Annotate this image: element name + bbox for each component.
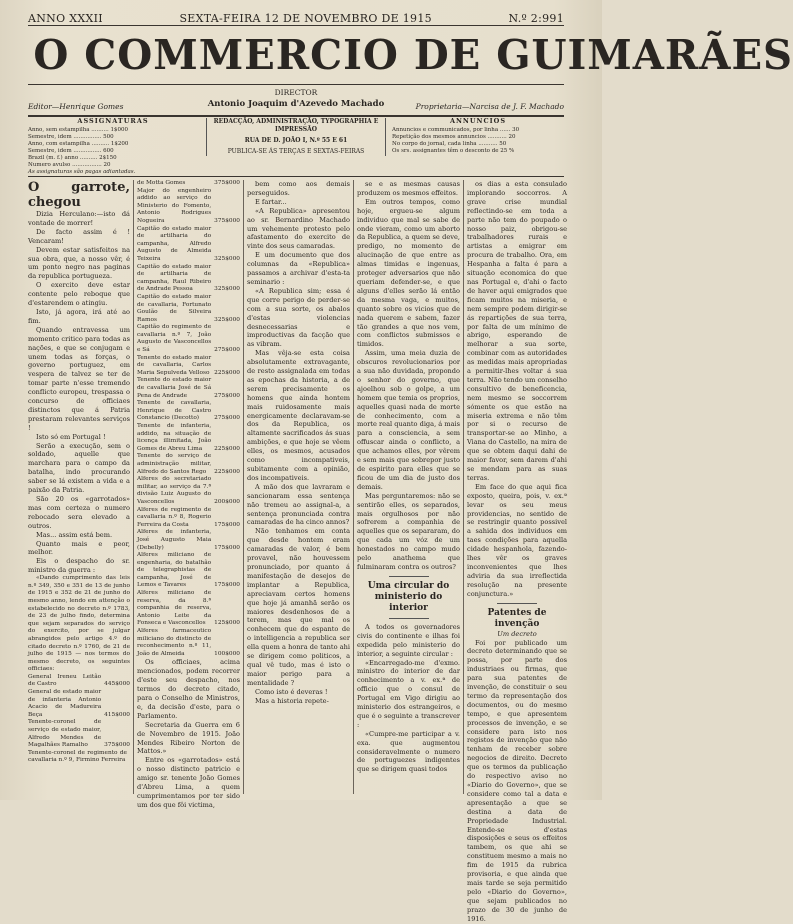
paragraph: E um documento que dos columnas da «Republica» passamos a archivar d'esta-ta seminario : [247, 251, 350, 286]
price-line: Anno, sem estampilha .......... 1$000 [28, 127, 129, 133]
director-name: Antonio Joaquim d'Azevedo Machado [207, 99, 385, 109]
paragraph: os dias a esta consulado implorando soccorros. A grave crise mundial reflectindo-se em toda a parte não tem do poupado o nosso paiz, obrigou-se trabalhadores rurais e artistas a emigrar em procura de trabalho. Ora, em Hespanha a falta é para a situação economica do que nas Portugal e, d'ahi o facto de haver aqui emigrados que ficam muitos na miseria, e nem sempre podem dirigir-se ás repartições de sua terra, por falta de um mínimo de abrigo, esperando de melhorar a sua sorte, combinar com as autoridades as medidas mais apropriadas a permitir-lhes voltar á sua terra. Não tendo um conselho consultivo de beneficencia, nem mesmo se soccorrem sómente os que estão na miseria extrema e não têm por si o recurso de transportar-se ao Minho, a Viana do Castello, na mira de que se obtem daqui dahi de maior favor, sem darem d'ahi se mendam para as suas terras. [467, 180, 567, 482]
article-body [467, 180, 567, 599]
paragraph: «A Republica sim; essa é que corre perigo de perder-se com a sua sorte, os abalos d'estas violencias desnecessarias e improductivas da facção que as vibram. [247, 286, 350, 349]
top-strip [28, 10, 564, 26]
paragraph: Como isto é deveras ! [255, 687, 328, 696]
separator-rule [389, 576, 429, 577]
ad-price-line: No corpo do jornal, cada linha ........... 50 [392, 141, 507, 147]
paragraph: Mas... assim está bem. [36, 530, 113, 539]
ad-price-line: Os srs. assignantes têm o desconto de 25 % [392, 148, 515, 154]
pay-value: 125$000 [214, 620, 240, 627]
paragraph: E fartar... [255, 197, 287, 206]
paragraph: se e as mesmas causas produzem os mesmos effeitos. [357, 180, 460, 197]
officer-name: Tenente do estado maior de cavallaria, Carlos Maria Sepulveda Velloso [137, 354, 212, 376]
officer-name: Capitão do estado maior de cavallaria, Fortunato Goulão de Silveira Ramos [137, 293, 212, 323]
paragraph: Foi por publicado um decreto determinando que se possa, por parte dos industriaes ou firmas, que para sua patentes de invenção, de constituir o seu termo da representação dos documentos, ou do mesmo tempo, e que apresentem processos de invenção, e se considere para isto nos registos de invenção que não tenham de receber sobre negocios de direito. Decreto que os termos da publicação do respectivo aviso no «Diario do Governo», que se considere como tal a data e apresentação a que se destina a data de Propriedade Industrial. Entende-se d'estas disposições e seus os effeitos tambem, os que ahi se constituem mesmo a mais no fim de 1915 da rubrica provisoria, e que ainda que mais tarde se seja permitido pelo «Diario do Governo», que sejam publicados no prazo de 30 de junho de 1916. [467, 638, 567, 923]
issue-number: N.º 2:991 [508, 11, 564, 25]
subscriptions-box [28, 118, 198, 176]
paragraph: Em face do que aqui fica exposto, queira, pois, v. ex.ª levar os seu meus providencias, no sentido de se restringir quanto possivel a sahida dos individuos em taes condições para aquella cidade hespanhola, fazendo-lhes vêr os graves inconvenientes que lhes adviria da sua irreflectida resolução na presente conjunctura.» [467, 482, 567, 598]
officer-name: Tenente-coronel de serviço de estado maior, Alfredo Mendes de Magalhães Ramalho [28, 719, 102, 749]
pay-row [137, 294, 240, 324]
pay-value: 275$000 [214, 392, 240, 399]
pay-value: 375$000 [104, 742, 130, 749]
subscriptions-note: As assignaturas são pagas adiantadas. [28, 169, 136, 175]
masthead-title: O COMMERCIO DE GUIMARÃES [33, 31, 793, 79]
pay-row [137, 355, 240, 378]
pay-value: 175$000 [214, 521, 240, 528]
price-line: Anno, com estampilha .......... 1$200 [28, 141, 129, 147]
ads-title: ANNUNCIOS [449, 117, 507, 125]
subheader [28, 84, 564, 114]
article-body [357, 180, 460, 572]
paragraph: «A Republica» apresentou ao sr. Bernardino Machado um vehemente protesto pelo afastamento do exercito de vinte dos seus camaradas. [247, 206, 350, 251]
pay-row [28, 719, 130, 749]
administration-label: REDACÇÃO, ADMINISTRAÇÃO, TYPOGRAPHIA E IMPRESSÃO [213, 118, 379, 133]
officer-name: Alferes de infanteria, José Augusto Maia (Debelly) [137, 529, 212, 551]
column-rule [133, 180, 134, 794]
officer-name: Major do engenheiro addido ao serviço do Ministerio do Fomento, Antonio Rodrigues Nogueira [137, 187, 212, 224]
paragraph: A mão dos que lavraram e sancionaram essa sentença não tremeu ao assignal-a, a sentença pronunciada contra camaradas de ha cinco annos? [247, 482, 350, 527]
ad-price-line: Annuncios e communicados, por linha ...... 30 [392, 127, 520, 133]
volume-label: ANNO XXXII [28, 11, 103, 25]
article-body [28, 210, 130, 575]
pay-value: 325$000 [214, 316, 240, 323]
editor-label: Editor—Henrique Gomes [28, 102, 124, 111]
price-line: Semestre, idem ................ 500 [28, 134, 114, 140]
pay-row [137, 476, 240, 506]
officer-name: General Ireneu Leitão de Castro [28, 673, 102, 688]
paragraph: «Encarregado-me d'exmo. ministro do interior de dar conhecimento a v. ex.ª de officio que o consul de Portugal em Vigo dirigiu ao ministerio dos estrangeiros, e que é o seguinte a transcrever : [357, 658, 460, 729]
pay-row [137, 453, 240, 476]
paragraph: Isto só em Portugal ! [36, 432, 106, 441]
article-headline: O garrote, chegou [28, 180, 130, 210]
pay-list [28, 674, 130, 765]
pay-value: 375$000 [214, 217, 240, 224]
paragraph: Quanto mais e peor, melhor. [28, 539, 130, 557]
paragraph: Assim, uma meia duzia de obscuros revolucionarios por a sua não duvidada, propondo o senhor do governo, que ajoelhou sob o golpe, a um homem que temia os proprios, aquelles quasi nada de morte de conhecimento, com a morte real quanto diga, á mais para a consciencia, a sem offuscar ainda o conflicto, a que achamos elles, por vêrem e sem mais que sobrepor justo de espirito para elles que se ficou de um dia de justo dos demais. [357, 349, 460, 491]
price-line: Numero avulso ................. 20 [28, 162, 111, 168]
patents-body [467, 639, 567, 924]
ad-price-line: Repetição dos mesmos annuncios ........... 20 [392, 134, 516, 140]
pay-row [137, 400, 240, 423]
paragraph: Mas perguntaremos: não se sentirão elles, os separados, mais orgulhosos por não sofrerem a companhia de aquelles que os separaram, do que cada um vóz de um honestados no campo mudo pelo anathema que fulminaram contra os outros? [357, 491, 460, 571]
patents-subheadline: Um decreto [497, 629, 537, 638]
pay-value: 275$000 [214, 347, 240, 354]
pay-row [137, 226, 240, 264]
column-rule [353, 180, 354, 794]
pay-value: 225$000 [214, 468, 240, 475]
paragraph: «Cumpre-me participar a v. exa. que augmentou consideravelmente o numero de portuguezes indigentes que se dirigem quasi todos [357, 729, 460, 774]
paragraph: Quando entravessa um momento critico para todas as nações, e que se conjugam e unem todas as forças, o governo portuguez, em vespera de talvez se ter de tomar parte n'esse tremendo conflicto europeu, trespassa o concurso de officiaes distinctos que á Patria prestaram relevantes serviços ! [28, 325, 130, 432]
pay-value: 225$000 [214, 445, 240, 452]
price-line: Semestre, idem ................ 600 [28, 148, 114, 154]
issue-date: SEXTA-FEIRA 12 DE NOVEMBRO DE 1915 [179, 11, 432, 25]
column-4 [357, 180, 460, 794]
paragraph: Dizia Herculano:—isto dá vontade de morrer! [28, 210, 130, 227]
pay-row [28, 674, 130, 689]
ads-box [392, 118, 564, 155]
pay-row [28, 750, 130, 765]
officer-name: Capitão do regimento de cavallaria n.º 7, João Augusto de Vasconcellos e Sá [137, 324, 212, 354]
officer-name: Tenente do estado maior de cavallaria José de Sá Pena de Andrade [137, 377, 212, 399]
pay-row [137, 590, 240, 628]
officer-name: Alferes farmaceutico miliciano do distincto de reconhecimento n.º 11, João de Almeida [137, 628, 212, 657]
pay-value: 325$000 [214, 255, 240, 262]
column-rule [243, 180, 244, 794]
pay-row [137, 552, 240, 590]
decree-tail [137, 658, 240, 809]
pay-row [137, 188, 240, 226]
pay-value: 275$000 [214, 415, 240, 422]
paragraph: Não tenhamos em conta que desde hontem eram camaradas de valor, é bem provavel, não houvessem pronunciado, por quanto á manifestação de desejos de implantar a Republica, apreciavam certos homens que hoje já amanhã serão os maiores desdenhosos de a terem, mas que mal os conhecem que do espanto de o intelligencia a republica ser ella quem a honra de tanto ahi se dirigem como politicos, a qual vê tudo, mas é isto o maior perigo para a mentalidade ? [247, 527, 350, 687]
pay-value: 200$000 [214, 498, 240, 505]
subscriptions-title: ASSIGNATURAS [77, 117, 149, 125]
pay-row [28, 689, 130, 719]
pay-value: 100$000 [214, 650, 240, 657]
paragraph: O exercito deve estar contente pelo reboque que d'estarendem o atingiu. [28, 281, 130, 308]
pay-value: 175$000 [214, 582, 240, 589]
circular-body [357, 623, 460, 774]
article-body [247, 180, 350, 705]
pay-value: 375$000 [214, 180, 240, 186]
paragraph: Devem estar satisfeitos na sua obra, que, a nosso vêr, é um ponto negro nas paginas da republica portugueza. [28, 245, 130, 281]
pay-row [137, 529, 240, 552]
paragraph: Em outros tempos, como hoje, ergueu-se algum individuo que mal se sabe de onde vieram, como um aborto da Republica, a quem se deve, predigo, no momento de alucinação de que entre as almas timidas e ingenuas, proteger adversarios que não queriam defender-se, e que alguns d'elles serão lá então da mesma vaga, e muitos, quanto sobre os vicios que de nada querem e sabem, fazer tão grandes a que nos vem, com conflictos submissos e timidos. [357, 197, 460, 349]
pay-value: 445$000 [104, 681, 130, 688]
officer-name: General de estado maior de infanteria Antonio Acacio de Madureira Beça [28, 689, 102, 718]
paragraph: De facto assim é ! Vencaram! [28, 227, 130, 245]
officer-name: Tenente do serviço de administração militar, Alfredo do Santos Rego [137, 453, 212, 475]
pay-row [137, 377, 240, 400]
owner-label: Proprietaria—Narcisa de J. F. Machado [415, 102, 564, 111]
pay-row [137, 423, 240, 453]
paragraph: Serão a execução, sem o soldado, aquelle que marchara para o campo da batalha, indo procurando saber se lá existem a vida e a paixão da Patria. [28, 441, 130, 495]
pay-row [137, 264, 240, 294]
pay-row [137, 628, 240, 658]
officer-name: Alferes do secretariado militar, ao serviço da 7.ª divisão Luiz Augusto do Vasconcellos [137, 476, 212, 505]
pay-row [137, 324, 240, 354]
officer-list [137, 180, 240, 658]
price-line: Brazil (m. f.) anno .......... 2$150 [28, 155, 117, 161]
pay-value: 415$000 [104, 711, 130, 718]
patents-headline: Patentes de invenção [487, 607, 547, 629]
decree-text: «Dando cumprimento das leis n.º 349, 350 e 351 de 13 de junho de 1915 e 352 de 21 de junho do mesmo anno, lendo em attenção o estabelecido no decreto n.º 1783, de 23 de julho findo, determina que sejam separados do serviço do exercito, por se julgar abrangidos pelo artigo 4.º do citado decreto n.º 1760, de 21 de julho de 1915 — nos termos do mesmo decreto, os seguintes officiaes: [28, 575, 130, 673]
officer-name: Tenente de infanteria, addido, na situação de licença illimitada, João Gomes de Abreu Lima [137, 423, 212, 452]
officer-name: Alferes miliciano de engenharia, do batalhão de telegraphistas de campanha, José de Lemos e Tavares [137, 552, 212, 589]
officer-name: Alferes de regimento de cavallaria n.º 8, Rogerio Ferreira da Costa [137, 506, 212, 528]
paragraph: Mas a historia repete- [255, 696, 329, 705]
pay-value: 225$000 [214, 369, 240, 376]
pay-value: 175$000 [214, 544, 240, 551]
officer-name: Capitão do estado maior de artilharia do campanha, Alfredo Augusto de Almeida Teixeira [137, 225, 212, 262]
paragraph: A todos os governadores civis do continente e ilhas foi expedida pelo ministerio do interior, a seguinte circular : [357, 622, 460, 658]
paragraph: bem como aos demais perseguidos. [247, 180, 350, 197]
circular-headline: Uma circular do ministerio do interior [367, 580, 450, 613]
publication-days: PUBLICA-SE ÁS TERÇAS E SEXTAS-FEIRAS [227, 148, 365, 155]
column-rule [463, 180, 464, 794]
paragraph: Entre os «garrotados» está o nosso distincto patricio e amigo sr. tenente João Gomes d'Abreu Lima, a quem cumprimentamos por ter sido um dos que fôi victima, [137, 756, 240, 809]
column-3 [247, 180, 350, 794]
officer-name: de Motta Gomes [137, 180, 186, 186]
column-2 [137, 180, 240, 809]
paragraph: São 20 os «garrotados» mas com certeza o numero rebocado sera elevado a outros. [28, 495, 130, 530]
column-1 [28, 180, 130, 794]
officer-name: Tenente de cavallaria, Henrique de Castro Constancio (Decotto) [137, 400, 212, 422]
pay-row [137, 507, 240, 530]
separator-rule [497, 603, 537, 604]
officer-name: Tenente-coronel de regimento de cavallaria n.º 9, Firmino Ferreira [28, 749, 127, 764]
officer-name: Alferes miliciano de reserva, da 8.ª companhia de reserva, Antonio Leite da Fonseca e Vasconcellos [137, 590, 212, 627]
pay-row [137, 180, 240, 188]
separator-rule [389, 618, 429, 619]
director-label: DIRECTOR [274, 88, 318, 97]
paragraph: Secretaria da Guerra em 6 de Novembro de 1915. João Mendes Ribeiro Norton de Mattos.» [137, 720, 240, 756]
administration-box [206, 118, 386, 156]
address-label: RUA DE D. JOÃO I, N.º 55 E 61 [244, 137, 348, 144]
paragraph: Isto, já agora, irá até ao fim. [28, 307, 130, 325]
column-5 [467, 180, 567, 923]
paragraph: Os officiaes, acima mencionados, podem recorrer d'este seu despacho, nos termos do decreto citado, para o Conselho de Ministros, e, da decisão d'este, para o Parlamento. [137, 658, 240, 720]
officer-name: Capitão do estado maior de artilharia de campanha, Raul Ribeiro de Andrade Pessoa [137, 263, 212, 293]
info-bar [28, 118, 564, 178]
paragraph: Mas vêja-se esta coisa absolutamente extravagante, de resto assignalada em todas as epochas da historia, a de serem precisamente os homens que ainda hontem mais ruidosamente mais energicamente declaravam-se dos da Republica, os altamente sacrificados ás suas ambições, e que hoje se vêem elles, os mesmos, acusados como incompativeis, subitamente com a opinião, dos incompativeis. [247, 349, 350, 482]
divider [28, 176, 564, 177]
paragraph: Eis o despacho do sr. ministro da guerra : [28, 557, 130, 575]
pay-value: 325$000 [214, 286, 240, 293]
